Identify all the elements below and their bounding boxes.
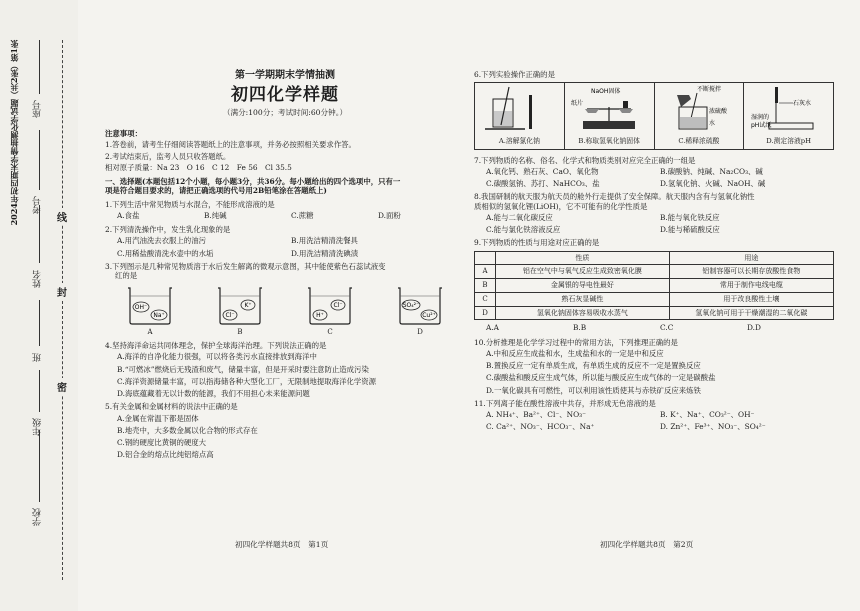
option-a: A. NH₄⁺、Ba²⁺、Cl⁻、NO₃⁻ bbox=[486, 410, 586, 420]
ion-label: Cu²⁺ bbox=[422, 312, 436, 320]
table-cell: 用于改良酸性土壤 bbox=[669, 292, 833, 306]
ion-label: Na⁺ bbox=[153, 312, 165, 320]
ion-label: Cl⁻ bbox=[225, 312, 235, 320]
question-9 bbox=[474, 238, 834, 332]
table-cell bbox=[475, 251, 496, 265]
beaker-icon bbox=[394, 284, 446, 326]
option-d: D.能与稀硫酸反应 bbox=[660, 225, 720, 235]
notice-item: 2.考试结束后，监考人员只收答题纸。 bbox=[105, 151, 231, 161]
table-cell: 铝在空气中与氧气反应生成致密氧化膜 bbox=[496, 265, 670, 279]
dissolving-beaker-icon bbox=[479, 83, 559, 135]
beaker-icon bbox=[304, 284, 356, 326]
notice-item: 1.答卷前，请考生仔细阅读答题纸上的注意事项，并务必按照相关要求作答。 bbox=[105, 140, 356, 150]
beaker-b bbox=[205, 284, 275, 337]
label-seat-number: 座号 bbox=[33, 100, 43, 118]
lab-d bbox=[744, 83, 833, 148]
option-b: B. K⁺、Na⁺、CO₃²⁻、OH⁻ bbox=[660, 410, 755, 420]
beaker-d bbox=[385, 284, 455, 337]
beaker-label: C bbox=[327, 328, 333, 337]
question-stem: 1.下列生活中常见物质与水混合，不能形成溶液的是 bbox=[105, 199, 275, 209]
field-class[interactable] bbox=[39, 300, 40, 346]
table-row bbox=[475, 292, 834, 306]
option-b: B.地壳中，大多数金属以化合物的形式存在 bbox=[117, 425, 258, 435]
seal-fold-line bbox=[62, 40, 63, 580]
lab-caption: D.测定溶液pH bbox=[766, 137, 812, 146]
lab-diagrams bbox=[474, 82, 834, 149]
lab-text: 石灰水 bbox=[792, 100, 811, 108]
lab-text: 水 bbox=[708, 120, 715, 128]
option-a: A.海洋的自净化能力很强，可以将各类污水直接排放到海洋中 bbox=[117, 352, 317, 362]
table-cell: 氢氧化钠固体容易吸收水蒸气 bbox=[496, 306, 670, 320]
field-seat-number[interactable] bbox=[39, 40, 40, 94]
table-cell: 金属银的导电性最好 bbox=[496, 279, 670, 293]
section1-instructions bbox=[105, 177, 465, 196]
question-stem: 2.下列清洗操作中，发生乳化现象的是 bbox=[105, 225, 231, 235]
option-d: D.一氧化碳具有可燃性，可以利用该性质使其与赤铁矿反应来炼铁 bbox=[486, 385, 701, 395]
label-school: 学校 bbox=[33, 508, 43, 526]
option-a: A.氧化钙、熟石灰、CaO、氧化物 bbox=[486, 166, 599, 176]
ion-label: K⁺ bbox=[244, 302, 252, 310]
lab-c bbox=[655, 83, 745, 148]
table-cell: D bbox=[475, 306, 496, 320]
lab-text: 纸片 bbox=[571, 100, 584, 108]
exam-subtitle: 第一学期期末学情抽测 bbox=[235, 70, 335, 81]
option-a: A.金属在常温下都是固体 bbox=[117, 413, 199, 423]
notice-heading: 注意事项： bbox=[105, 129, 142, 139]
option-b: B.纯碱 bbox=[204, 210, 227, 220]
option-c: C.海洋资源储量丰富，可以指海储各种大型化工厂，无限制地提取海洋化学资源 bbox=[117, 376, 377, 386]
option-c: C. Ca²⁺、NO₃⁻、HCO₃⁻、Na⁺ bbox=[486, 422, 595, 432]
table-header-row bbox=[475, 251, 834, 265]
seal-word-feng: 封 bbox=[57, 283, 67, 300]
option-c: C.蔗糖 bbox=[291, 210, 314, 220]
page-right bbox=[474, 70, 834, 436]
option-b: B.“可燃冰”燃烧后无残渣和废气，储量丰富，但是开采时要注意防止造成污染 bbox=[117, 364, 369, 374]
option-c: C.C bbox=[660, 323, 674, 333]
question-1 bbox=[105, 200, 465, 221]
question-7 bbox=[474, 156, 834, 189]
section1-line: 项是符合题目要求的，请把正确选项的代号用2B铅笔涂在答题纸上) bbox=[105, 186, 327, 196]
field-grade[interactable] bbox=[39, 370, 40, 412]
ion-label: Cl⁻ bbox=[333, 302, 343, 310]
lab-text: 湿润的 bbox=[750, 114, 769, 122]
beaker-label: B bbox=[237, 328, 243, 337]
lab-b bbox=[565, 83, 655, 148]
field-exam-number[interactable] bbox=[39, 130, 40, 190]
option-b: B.碳酸钠、纯碱、Na₂CO₃、碱 bbox=[660, 166, 763, 176]
label-name: 姓名 bbox=[33, 270, 43, 288]
lab-caption: A.溶解氯化钠 bbox=[498, 137, 540, 146]
question-10 bbox=[474, 338, 834, 395]
beaker-diagrams bbox=[105, 284, 465, 337]
ion-label: H⁺ bbox=[316, 312, 324, 320]
question-stem: 质相似的氢氧化锂(LiOH)，它不可能有的化学性质是 bbox=[474, 201, 648, 211]
field-school[interactable] bbox=[39, 430, 40, 502]
table-cell: 铝制容器可以长期存放酸性食物 bbox=[669, 265, 833, 279]
option-c: C.能与氯化铁溶液反应 bbox=[486, 225, 561, 235]
properties-table bbox=[474, 251, 834, 321]
question-stem: 4.坚持海洋命运共同体理念，保护全球海洋治理。下列说法正确的是 bbox=[105, 341, 327, 351]
option-c: C.碳酸盐和酸反应生成气体，所以能与酸反应生成气体的一定是碳酸盐 bbox=[486, 373, 716, 383]
page-footer-right: 初四化学样题共8页 第2页 bbox=[600, 540, 694, 549]
option-c: C.碳酸氢钠、苏打、NaHCO₃、盐 bbox=[486, 179, 600, 189]
beaker-label: D bbox=[417, 328, 423, 337]
ph-test-icon bbox=[749, 83, 829, 135]
question-3 bbox=[105, 262, 465, 337]
table-cell: A bbox=[475, 265, 496, 279]
question-6 bbox=[474, 70, 834, 150]
lab-text: 不断搅拌 bbox=[696, 86, 721, 94]
question-4 bbox=[105, 341, 465, 398]
table-cell: 熟石灰显碱性 bbox=[496, 292, 670, 306]
beaker-c bbox=[295, 284, 365, 337]
table-cell: C bbox=[475, 292, 496, 306]
lab-text: NaOH固体 bbox=[591, 88, 621, 96]
beaker-icon bbox=[214, 284, 266, 326]
option-a: A.用汽油洗去衣服上的油污 bbox=[117, 236, 206, 246]
table-cell: 氢氧化钠可用于干燥潮湿的二氧化碳 bbox=[669, 306, 833, 320]
page-left bbox=[105, 70, 465, 464]
question-11 bbox=[474, 399, 834, 432]
question-stem: 5.有关金属和金属材料的说法中正确的是 bbox=[105, 402, 238, 412]
table-row bbox=[475, 265, 834, 279]
option-d: D.海底蕴藏着无以计数的能源，我们不用担心未来能源问题 bbox=[117, 389, 310, 399]
binding-margin bbox=[0, 0, 78, 611]
question-2 bbox=[105, 225, 465, 258]
option-a: A.能与二氧化碳反应 bbox=[486, 212, 553, 222]
dilution-icon bbox=[659, 83, 739, 135]
ion-label: OH⁻ bbox=[134, 304, 148, 312]
table-header: 性质 bbox=[496, 251, 670, 265]
beaker-a bbox=[115, 284, 185, 337]
ion-label: SO₄²⁻ bbox=[402, 302, 420, 310]
option-b: B.B bbox=[573, 323, 587, 333]
label-class: 班 bbox=[33, 353, 43, 362]
lab-text: 浓硫酸 bbox=[708, 108, 727, 116]
table-cell: B bbox=[475, 279, 496, 293]
option-b: B.能与氧化铁反应 bbox=[660, 212, 720, 222]
beaker-label: A bbox=[147, 328, 153, 337]
page-footer-left: 初四化学样题共8页 第1页 bbox=[235, 540, 329, 549]
table-row bbox=[475, 306, 834, 320]
section1-line: 一、选择题(本题包括12个小题，每小题3分，共36分。每小题给出的四个选项中，只有一 bbox=[105, 177, 401, 187]
question-stem: 6.下列实验操作正确的是 bbox=[474, 70, 555, 79]
label-exam-number: 考号 bbox=[33, 196, 43, 214]
question-stem: 红的是 bbox=[115, 271, 138, 281]
table-header: 用途 bbox=[669, 251, 833, 265]
option-a: A.A bbox=[486, 323, 500, 333]
option-d: D.面粉 bbox=[378, 210, 401, 220]
option-d: D. Zn²⁺、Fe³⁺、NO₃⁻、SO₄²⁻ bbox=[660, 422, 766, 432]
seal-word-xian: 线 bbox=[57, 208, 67, 225]
table-cell: 常用于制作电线电缆 bbox=[669, 279, 833, 293]
exam-title: 初四化学样题 bbox=[231, 84, 339, 105]
lab-a bbox=[475, 83, 565, 148]
table-row bbox=[475, 279, 834, 293]
question-stem: 3.下列图示是几种常见物质溶于水后发生解离的微观示意图，其中能使紫色石蕊试液变 bbox=[105, 261, 386, 271]
option-d: D.氢氧化钠、火碱、NaOH、碱 bbox=[660, 179, 766, 189]
question-5 bbox=[105, 402, 465, 459]
atomic-masses: 相对原子质量：Na 23 O 16 C 12 Fe 56 Cl 35.5 bbox=[105, 162, 292, 172]
exam-meta: （满分:100分；考试时间:60分钟。） bbox=[222, 107, 348, 117]
lab-caption: B.称取氢氧化钠固体 bbox=[578, 137, 640, 146]
option-b: B.用洗洁精清洗餐具 bbox=[291, 236, 358, 246]
option-b: B.置换反应一定有单质生成，有单质生成的反应不一定是置换反应 bbox=[486, 361, 701, 371]
question-stem: 9.下列物质的性质与用途对应正确的是 bbox=[474, 238, 600, 248]
option-c: C.用稀盐酸清洗水壶中的水垢 bbox=[117, 248, 214, 258]
balance-icon bbox=[569, 83, 649, 135]
question-stem: 11.下列离子能在酸性溶液中共存，并形成无色溶液的是 bbox=[474, 398, 656, 408]
option-d: D.用洗洁精清洗碘渍 bbox=[291, 248, 359, 258]
option-a: A.食盐 bbox=[117, 210, 140, 220]
question-stem: 10.分析推理是化学学习过程中的常用方法，下列推理正确的是 bbox=[474, 337, 678, 347]
option-d: D.铝合金的熔点比纯铝熔点高 bbox=[117, 450, 214, 460]
option-a: A.中和反应生成盐和水，生成盐和水的一定是中和反应 bbox=[486, 348, 664, 358]
option-d: D.D bbox=[747, 323, 761, 333]
exam-name-vertical: 2024年初四期末学情抽测化学试题（共2张）第1张 bbox=[9, 40, 19, 226]
question-stem: 8.我国研制的航天服为航天员的舱外行走提供了安全保障。航天服内含有与氢氧化钠性 bbox=[474, 192, 755, 202]
lab-text: pH试纸 bbox=[750, 122, 771, 130]
question-8 bbox=[474, 192, 834, 234]
lab-caption: C.稀释浓硫酸 bbox=[678, 137, 720, 146]
beaker-icon bbox=[124, 284, 176, 326]
seal-word-mi: 密 bbox=[57, 378, 67, 395]
option-c: C.钢的硬度比黄铜的硬度大 bbox=[117, 438, 207, 448]
label-grade: 年级 bbox=[33, 418, 43, 436]
question-stem: 7.下列物质的名称、俗名、化学式和物质类别对应完全正确的一组是 bbox=[474, 155, 696, 165]
